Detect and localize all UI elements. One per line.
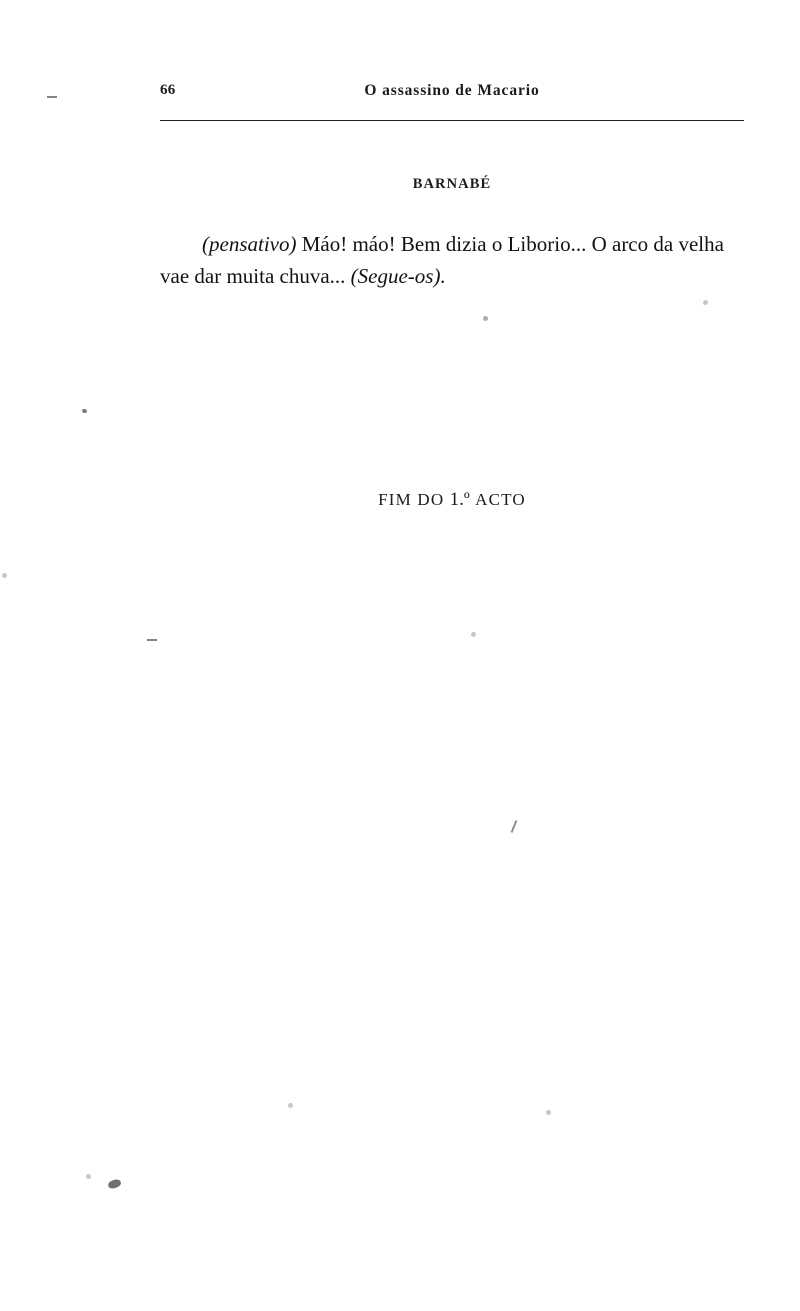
scan-speck	[147, 639, 157, 641]
stage-direction-close: (Segue-os).	[350, 264, 446, 288]
scan-speck	[546, 1110, 551, 1115]
scan-speck	[47, 96, 57, 98]
stage-direction-open: (pensativo)	[202, 232, 297, 256]
scan-speck	[511, 820, 518, 833]
speech-text: Máo! máo! Bem dizia o Liborio... O arco da velha vae dar muita chuva...	[160, 232, 724, 288]
act-end-prefix: FIM DO	[378, 490, 445, 509]
act-end-suffix: ACTO	[475, 490, 526, 509]
page-number: 66	[160, 82, 176, 98]
speech-paragraph	[160, 228, 750, 292]
scan-speck	[2, 573, 7, 578]
running-title: O assassino de Macario	[364, 82, 540, 99]
scan-speck	[107, 1178, 122, 1190]
speech-block	[160, 228, 750, 292]
scan-speck	[471, 632, 476, 637]
running-head	[160, 82, 744, 104]
act-end-number: 1.º	[449, 489, 470, 510]
scan-speck	[81, 408, 87, 413]
scan-speck	[703, 300, 708, 305]
header-rule	[160, 120, 744, 121]
scan-speck	[483, 316, 488, 321]
scan-speck	[288, 1103, 293, 1108]
speaker-name: BARNABÉ	[412, 176, 492, 192]
act-end-line	[160, 489, 744, 511]
scan-speck	[86, 1174, 91, 1179]
